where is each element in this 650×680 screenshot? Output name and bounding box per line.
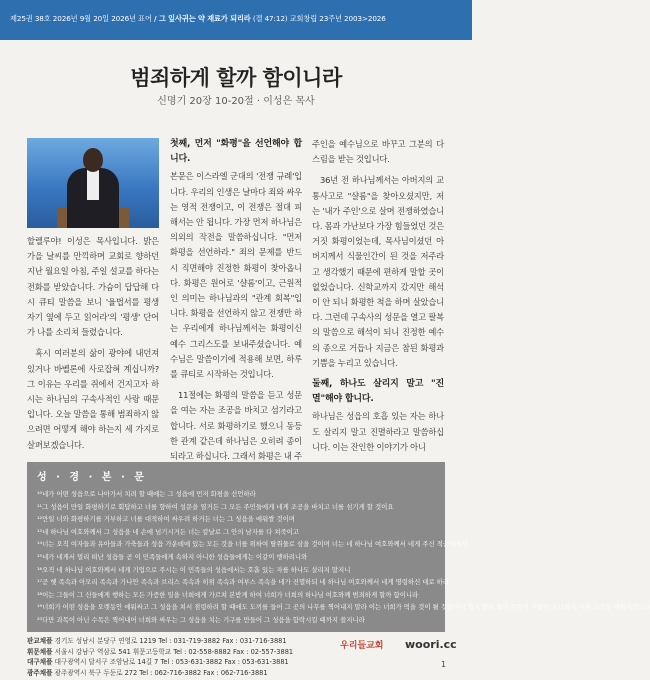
chapel-info: 경기도 성남시 분당구 연영로 1219 Tel : 031-719-3882 Fax : 031-716-3881 [54,637,287,645]
paragraph: 11절에는 화평의 말씀을 듣고 성문을 여는 자는 조공을 바치고 섬기라고 합니다. 서로 화평하기로 했으니 동등한 관계 같은데 하나님은 오히려 종이 되라고 하십니다. 그래서 화평은 내 주 [170,390,302,462]
address-line [27,647,327,658]
motto-year: 2026년 표어 [111,14,152,23]
church-addresses [27,636,327,678]
chapel-name: 대구채플 [27,658,53,667]
verse: ²⁰다만 과목이 아닌 수목은 찍어내어 너희와 싸우는 그 성읍을 치는 기구를 만들어 그 성읍을 함락시킬 때까지 쓸지니라 [37,615,365,624]
paragraph: 혹시 여러분의 삶이 광야에 내던져 있거나 바벨론에 사로잡혀 계십니까? 그 이유는 우리를 쥐에서 건지고자 하시는 하나님의 구속사적인 사랑 때문입니다. 오늘 말씀을 통해 범죄하지 않으려면 어떻게 해야 하는지 세 가지로 살펴보겠습니다. [27,348,159,450]
verse: ¹¹그 성읍이 만일 화평하기로 회답하고 너를 향하여 성문을 열거든 그 모든 주민들에게 네게 조공을 바치고 너를 섬기게 할 것이요 [37,502,394,511]
paragraph: 36년 전 하나님께서는 아버지의 교통사고로 "샬롬"을 찾아오셨지만, 저는 '내가 주인'으로 살며 전쟁하였습니다. 몸과 가난보다 가장 힘들었던 것은 거짓 화평이었는데, 목사님이셨던 아버지께서 식물인간이 된 것을 저주라고 생각했기 때문에 편하게 말할 곳이 없었습니다. 신학교까지 갔지만 해석이 안 되니 화평한 척을 하며 살았습니다. 그런데 구속사의 성문을 열고 팔복의 말씀으로 해석이 되니 진정한 예수의 종으로 거듭나 지금은 참된 화평과 기쁨을 누리고 있습니다. [312,175,444,368]
church-logo: 우리들교회 [340,641,384,651]
article-column-2 [170,137,302,485]
address-line [27,668,327,679]
paragraph: 본문은 이스라엘 군대의 '전쟁 규례'입니다. 우리의 인생은 날마다 죄와 싸우는 영적 전쟁이고, 이 전쟁은 절대 피해서는 안 됩니다. 가장 먼저 하나님은 의외의 작전을 말씀하십니다. "먼저 화평을 선언하라." 죄의 문제를 반드시 직면해야 진정한 화평이 찾아옵니다. 화평은 원어로 '샬롬'이고, 근원적인 의미는 하나님과의 "관계 회복"입니다. 화평을 선언하지 않고 전쟁만 하는 우리에게 하나님께서는 화평이신 예수 그리스도를 보내주셨습니다. 예수님은 말씀이기에 적용해 보면, 하루를 큐티로 시작하는 것입니다. [170,171,302,380]
top-banner [0,0,472,40]
verse: ¹⁴너는 오직 여자들과 유아들과 가축들과 성읍 가운데에 있는 모든 것을 너를 위하여 탈취물로 삼을 것이며 너는 네 하나님 여호와께서 네게 주신 적군에게서 [37,540,468,549]
chapel-info: 광주광역시 북구 두둔로 272 Tel : 062-716-3882 Fax : 062-716-3881 [54,668,268,677]
chapel-name: 휘문채플 [27,647,53,656]
address-line [27,636,327,647]
verse: ¹⁰네가 어떤 성읍으로 나아가서 치려 할 때에는 그 성읍에 먼저 화평을 선언하라 [37,490,256,498]
paragraph: 하나님은 성읍의 호흡 있는 자는 하나도 살리지 말고 진멸하라고 말씀하십니다. 이는 잔인한 이야기가 아니 [312,411,444,452]
motto-ref: (겔 47:12) 교회창립 23주년 2003>2026 [252,14,386,23]
paragraph: 할렐루야! 이성은 목사입니다. 밝은 가을 날씨를 만끽하며 교회로 향하던 지난 월요일 아침, 주일 설교를 하다는 전화를 받았습니다. 가슴이 답답해 다시 큐티 말씀을 보니 '율법서를 평생 자기 옆에 두고 읽어라'의 '평생' 단어가 나를 소리쳐 들렸습니다. [27,236,159,338]
scripture-verses [37,488,650,627]
address-line [27,657,327,668]
verse: ¹⁷곧 헷 족속과 아모리 족속과 가나안 족속과 브리스 족속과 히위 족속과 여부스 족속을 네가 진멸하되 네 하나님 여호와께서 네게 명령하신 대로 하라 [37,578,450,587]
article-column-1 [27,234,159,459]
paragraph: 주인을 예수님으로 바꾸고 그분의 다스림을 받는 것입니다. [312,139,444,165]
verse: ¹⁹너희가 어떤 성읍을 오랫동안 에워싸고 그 성읍을 쳐서 점령하려 할 때에도 도끼를 들어 그 곳의 나무를 찍어내지 말라 이는 너희가 먹을 것이 될 것임이니 찍지 말라 들의 수목이 사람이냐 너희가 어찌 그것을 에워싸겠느냐 [37,603,650,612]
scripture-box [27,462,650,632]
pastor-shirt-shape [87,170,99,200]
verse: ¹⁸이는 그들이 그 신들에게 행하는 모든 가증한 일을 너희에게 가르쳐 본받게 하여 너희가 너희의 하나님 여호와께 범죄하게 할까 함이니라 [37,590,419,599]
header-line [10,14,386,24]
verse: ¹⁶오직 네 하나님 여호와께서 네게 기업으로 주시는 이 민족들의 성읍에서는 호흡 있는 자를 하나도 살리지 말지니 [37,565,351,574]
section-heading-2: 둘째, 하나도 살리지 말고 "진멸"해야 합니다. [312,379,444,405]
pastor-head-shape [83,148,103,172]
sermon-title: 범죄하게 할까 함이니라 [130,66,342,90]
motto: / 그 잎사귀는 약 재료가 되리라 [154,14,251,23]
verse: ¹³네 하나님 여호와께서 그 성읍을 네 손에 넘기시거든 너는 칼날로 그 안의 남자를 다 쳐죽이고 [37,527,299,536]
verse: ¹²만일 너와 화평하기를 거부하고 너를 대적하여 싸우려 하거든 너는 그 성읍을 에워쌀 것이며 [37,515,295,524]
sermon-subtitle: 신명기 20장 10-20절 · 이성은 목사 [157,96,315,107]
page-number: 1 [441,660,447,669]
section-heading-1: 첫째, 먼저 "화평"을 선언해야 합니다. [170,139,302,165]
issue-info: 제25권 38호 2026년 9월 20일 [10,14,110,23]
chapel-info: 서울시 강남구 역삼로 541 휘문고등학교 Tel : 02-558-8882 Fax : 02-557-3881 [54,647,294,656]
scripture-label: 성 · 경 · 본 · 문 [37,472,147,483]
chapel-name: 판교채플 [27,637,53,645]
chapel-info: 대구광역시 달서구 조암남로 14길 7 Tel : 053-631-3882 Fax : 053-631-3881 [54,658,289,667]
pastor-photo [27,138,159,228]
church-website[interactable]: woori.cc [405,638,457,651]
chapel-name: 광주채플 [27,668,53,677]
verse: ¹⁵네가 네게서 멀리 떠난 성읍들 곧 이 민족들에게 속하지 아니한 성읍들에게는 이같이 행하려니와 [37,552,308,561]
article-column-3 [312,137,444,461]
